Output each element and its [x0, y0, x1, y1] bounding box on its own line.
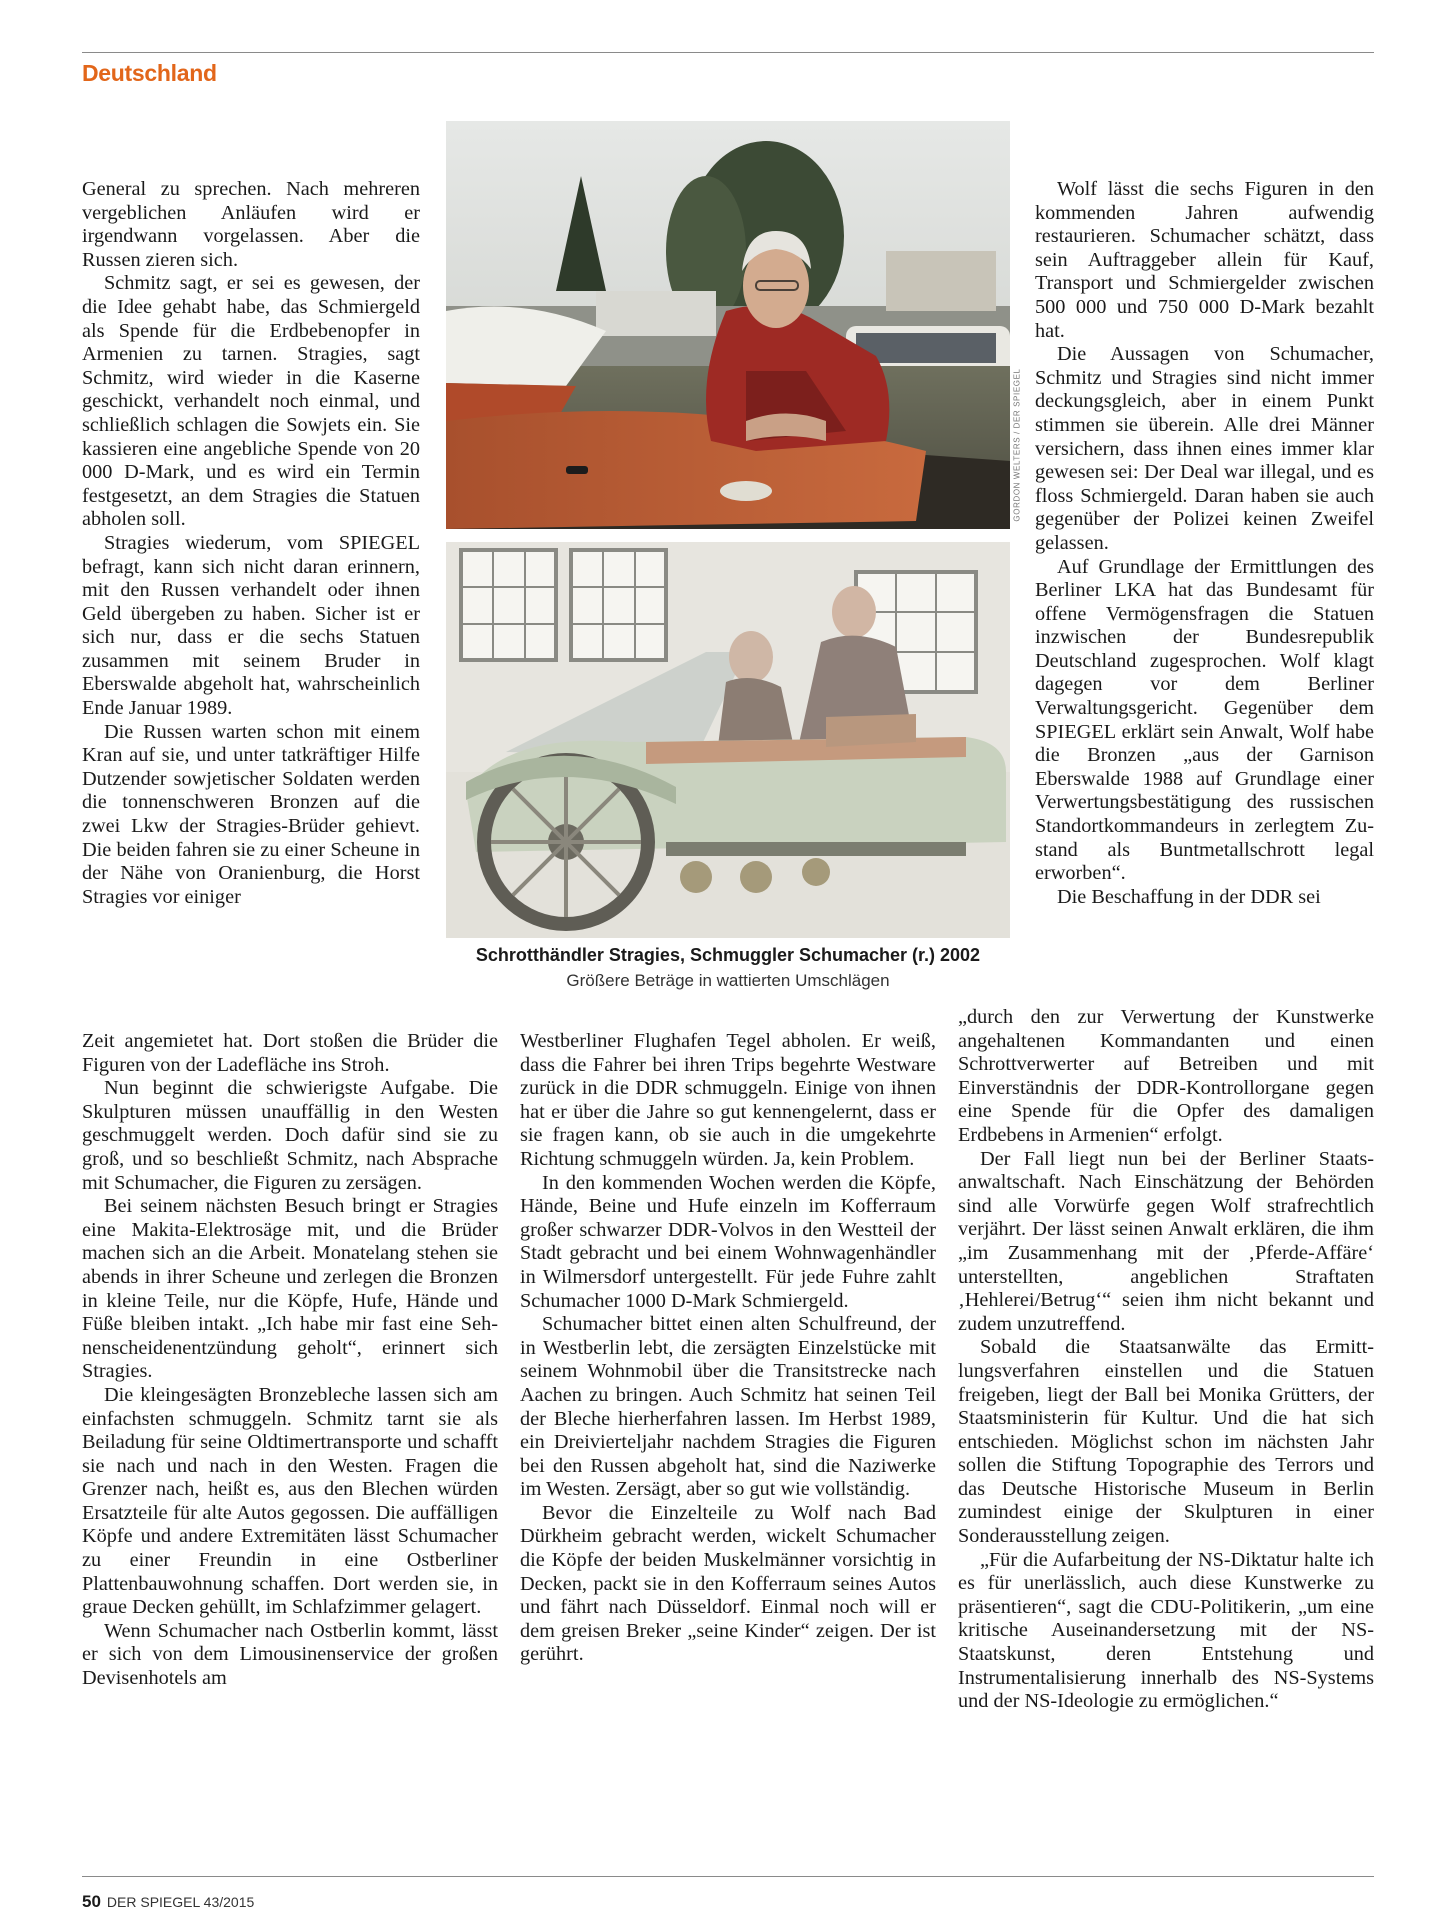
page-footer	[82, 1892, 254, 1912]
col2-para-3: Schumacher bittet einen alten Schulfreund, der in Westberlin lebt, die zersägten Einzelstücke mit seinem Wohnmobil über die Transitstrecke nach Aachen zu bringen. Auch Schmitz hat seinen Teil der Bleche hierherfahren lassen. Im Herbst 1989, ein Dreivierteljahr nachdem Stragies die Figuren bei den Russen abgeholt hat, sind die Naziwerke im Westen. Zersägt, aber so gut wie vollständig.	[520, 1313, 936, 1501]
bottom-rule	[82, 1876, 1374, 1877]
col1w-para-5: Wenn Schumacher nach Ostberlin kommt, lässt er sich von dem Limousinenservice der großen Devisenhotels am	[82, 1619, 498, 1690]
col1-para-3: Stragies wiederum, vom SPIEGEL befragt, kann sich nicht daran erinnern, mit den Russen verhandelt oder ihnen Geld übergeben zu haben. Sicher ist er sich nur, dass er die sechs Statuen zusammen mit seinem Bruder in Eberswalde abgeholt hat, wahrscheinlich Ende Januar 1989.	[82, 531, 420, 720]
col1w-para-1: Zeit angemietet hat. Dort stoßen die Brüder die Figuren von der Ladefläche ins Stroh.	[82, 1030, 498, 1076]
col3w-para-4: „Für die Aufarbeitung der NS-Diktatur halte ich es für unerlässlich, auch diese Kunstwerke zu präsentieren“, sagt die CDU-Politikerin, „um eine kritische Auseinandersetzung mit der NS-Staatskunst, deren Entstehung und Instrumentalisierung innerhalb des NS-Systems und der NS-Ideologie zu ermöglichen.“	[958, 1548, 1374, 1713]
col3w-para-3: Sobald die Staatsanwälte das Ermittlungsverfahren einstellen und die Statuen freigeben, liegt der Ball bei Monika Grütters, der Staatsministerin für Kultur. Und die hat sich entschieden. Möglichst schon im nächsten Jahr sollen die Stiftung Topographie des Terrors und das Deutsche Historische Museum in Berlin zumindest einige der Skulpturen in einer Sonderausstellung zeigen.	[958, 1336, 1374, 1548]
col2-para-1: Westberliner Flughafen Tegel abholen. Er weiß, dass die Fahrer bei ihren Trips begehrte Westware zurück in die DDR schmuggeln. Einige von ihnen hat er über die Jahre so gut kennengelernt, dass er sie fragen kann, ob sie auch in die umgekehrte Richtung schmuggeln würden. Ja, kein Problem.	[520, 1030, 936, 1170]
column-3	[1035, 178, 1374, 909]
col1-para-1: General zu sprechen. Nach mehreren vergeblichen Anläufen wird er irgendwann vorgelassen. Aber die Russen zieren sich.	[82, 178, 420, 271]
photo-stragies	[446, 121, 1010, 529]
col3-para-4: Die Beschaffung in der DDR sei	[1057, 885, 1321, 908]
section-title: Deutschland	[82, 60, 217, 86]
col3-para-3: Auf Grundlage der Ermittlungen des Berliner LKA hat das Bundesamt für offene Vermögensfragen die Statuen inzwischen der Bundesrepublik Deutschland zugesprochen. Wolf klagt dagegen vor dem Berliner Verwaltungsgericht. Gegenüber dem SPIEGEL erklärt sein Anwalt, Wolf habe die Bronzen „aus der Garnison Eberswalde 1988 auf Grundlage einer Verwertungsbestätigung des russischen Standortkommandeurs in zerlegtem Zustand als Buntmetallschrott legal erworben“.	[1035, 555, 1374, 885]
issue-label: DER SPIEGEL 43/2015	[106, 1894, 255, 1910]
col1-para-2: Schmitz sagt, er sei es gewesen, der die Idee gehabt habe, das Schmiergeld als Spende für die Erdbebenopfer in Armenien zu tarnen. Stragies, sagt Schmitz, wird wieder in die Kaserne geschickt, verhandelt noch einmal, und schließlich schlagen die Sowjets ein. Sie kassieren eine angebliche Spende von 20 000 D-Mark, und es wird ein Termin festgesetzt, an dem Stragies die Statuen abholen soll.	[82, 272, 420, 531]
col1-para-4: Die Russen warten schon mit einem Kran auf sie, und unter tatkräftiger Hilfe Dutzender sowjetischer Soldaten werden die tonnenschweren Bronzen auf die zwei Lkw der Stragies-Brüder gehievt. Die beiden fahren sie zu einer Scheune in der Nähe von Oranienburg, die Horst Stragies vor einiger	[82, 720, 420, 908]
photo-credit: GORDON WELTERS / DER SPIEGEL	[1012, 368, 1022, 522]
col3-para-1: Wolf lässt die sechs Figuren in den kommenden Jahren aufwendig restaurieren. Schumacher schätzt, dass sein Auftraggeber allein für Kauf, Transport und Schmiergelder zwischen 500 000 und 750 000 D-Mark bezahlt hat.	[1035, 178, 1374, 342]
col3w-para-2: Der Fall liegt nun bei der Berliner Staatsanwaltschaft. Nach Einschätzung der Behörden sind alle Vorwürfe gegen Wolf strafrechtlich verjährt. Der lässt seinen Anwalt erklären, die ihm „im Zusammenhang mit der ‚Pferde-Affäre‘ unterstellten, angeblichen Straftaten ‚Hehlerei/Betrug‘“ seien ihm nicht bekannt und zudem unzutreffend.	[958, 1147, 1374, 1335]
column-3-continued	[958, 1006, 1374, 1714]
photo-oldtimer-image	[446, 542, 1010, 938]
col1w-para-4: Die kleingesägten Bronzebleche lassen sich am einfachsten schmuggeln. Schmitz tarnt sie als Beiladung für seine Oldtimertransporte und schafft sie nach und nach in den Westen. Fragen die Grenzer nach, heißt es, aus den Blechen würden Ersatzteile für alte Autos gegossen. Die auffälligen Köpfe und andere Extremitäten lässt Schumacher zu einer Freundin in eine Ostberliner Plattenbauwohnung schaffen. Dort werden sie, in graue Decken gehüllt, im Schlafzimmer gelagert.	[82, 1383, 498, 1619]
col3w-para-1: „durch den zur Verwertung der Kunstwerke angehaltenen Kommandanten und einen Schrottverwerter auf Betreiben und mit Einverständnis der DDR-Kontrollorgane gegen eine Spende für die Opfer des damaligen Erdbebens in Armenien“ erfolgt.	[958, 1006, 1374, 1146]
col3-para-2: Die Aussagen von Schumacher, Schmitz und Stragies sind nicht immer deckungsgleich, aber in einem Punkt stimmen sie überein. Alle drei Männer versichern, dass ihnen eines immer klar gewesen sei: Der Deal war illegal, und es floss Schmiergeld. Daran haben sie auch gegenüber der Polizei keinen Zweifel gelassen.	[1035, 343, 1374, 554]
page-number: 50	[82, 1892, 101, 1911]
col2-para-4: Bevor die Einzelteile zu Wolf nach Bad Dürkheim gebracht werden, wickelt Schumacher die Köpfe der beiden Muskelmänner vorsichtig in Decken, packt sie in den Kofferraum seines Autos und fährt nach Düsseldorf. Einmal noch will er dem greisen Breker „seine Kinder“ zeigen. Der ist gerührt.	[520, 1501, 936, 1666]
photo-caption-subtitle: Größere Beträge in wattierten Umschlägen	[566, 971, 890, 990]
photo-stragies-image	[446, 121, 1010, 529]
photo-caption-title: Schrotthändler Stragies, Schmuggler Schumacher (r.) 2002	[475, 945, 981, 965]
top-rule	[82, 52, 1374, 53]
col1w-para-2: Nun beginnt die schwierigste Aufgabe. Die Skulpturen müssen unauffällig in den Westen geschmuggelt werden. Doch dafür sind sie zu groß, und so beschließt Schmitz, nach Absprache mit Schumacher, die Figuren zu zersägen.	[82, 1077, 498, 1194]
col1w-para-3: Bei seinem nächsten Besuch bringt er Stragies eine Makita-Elektrosäge mit, und die Brüder machen sich an die Arbeit. Monatelang stehen sie abends in ihrer Scheune und zerlegen die Bronzen in kleine Teile, nur die Köpfe, Hufe, Hände und Füße bleiben intakt. „Ich habe mir fast eine Sehnenscheidenentzündung geholt“, erinnert sich Stragies.	[82, 1195, 498, 1383]
column-2	[520, 1030, 936, 1667]
col2-para-2: In den kommenden Wochen werden die Köpfe, Hände, Beine und Hufe einzeln im Kofferraum großer schwarzer DDR-Volvos in den Westteil der Stadt gebracht und bei einem Wohnwagenhändler in Wilmersdorf untergestellt. Für jede Fuhre zahlt Schumacher 1000 D-Mark Schmiergeld.	[520, 1171, 936, 1312]
column-1	[82, 178, 420, 909]
photo-oldtimer	[446, 542, 1010, 938]
column-1-continued	[82, 1030, 498, 1691]
